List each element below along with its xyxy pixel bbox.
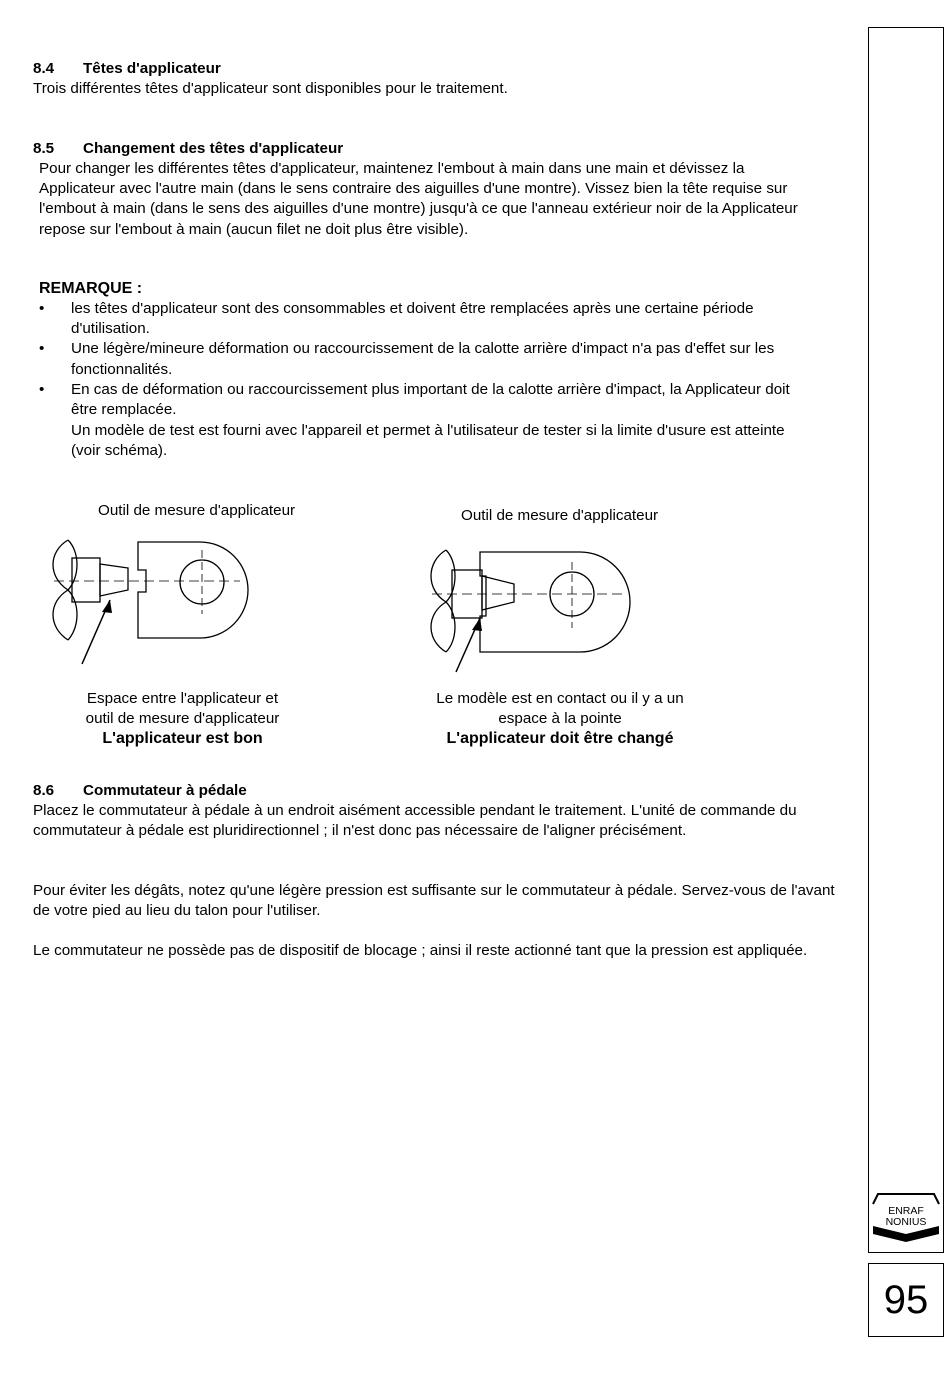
caption-line: Espace entre l'applicateur et bbox=[86, 690, 279, 707]
section-8-6-paragraph-2: Pour éviter les dégâts, notez qu'une légère pression est suffisante sur le commutateur à pédale. Servez-vous de l'avant de votre pied au lieu du talon pour l'utiliser. bbox=[33, 882, 835, 920]
remark-list bbox=[39, 299, 819, 420]
list-item: • En cas de déformation ou raccourcissement plus important de la calotte arrière d'impact, la Applicateur doit être remplacée. bbox=[39, 380, 819, 420]
list-item: • Une légère/mineure déformation ou raccourcissement de la calotte arrière d'impact n'a pas d'effet sur les fonctionnalités. bbox=[39, 339, 819, 379]
figure-right-title: Outil de mesure d'applicateur bbox=[461, 507, 659, 524]
section-number: 8.4 bbox=[33, 60, 55, 77]
section-8-5-heading bbox=[33, 139, 853, 159]
list-item: • les têtes d'applicateur sont des consommables et doivent être remplacées après une certaine période d'utilisation. bbox=[39, 299, 819, 339]
verdict-change: L'applicateur doit être changé bbox=[446, 730, 674, 748]
caption-line: Le modèle est en contact ou il y a un bbox=[436, 690, 684, 707]
figure-left-caption bbox=[40, 689, 325, 750]
section-8-6-paragraph-3: Le commutateur ne possède pas de dispositif de blocage ; ainsi il reste actionné tant que la pression est appliquée. bbox=[33, 942, 808, 959]
enraf-nonius-logo bbox=[870, 1190, 942, 1246]
figure-left-drawing bbox=[40, 522, 270, 672]
figure-left-title: Outil de mesure d'applicateur bbox=[98, 502, 296, 519]
figure-right-drawing bbox=[420, 530, 650, 680]
page-number: 95 bbox=[868, 1263, 944, 1337]
section-number: 8.6 bbox=[33, 782, 55, 799]
section-8-6-paragraph-1: Placez le commutateur à pédale à un endroit aisément accessible pendant le traitement. L'unité de commande du commutateur à pédale est pluridirectionnel ; il n'est donc pas nécessaire de l'aligner précisément. bbox=[33, 802, 797, 840]
section-title: Commutateur à pédale bbox=[83, 782, 247, 799]
remark-title: REMARQUE : bbox=[39, 280, 143, 297]
logo-text-2: NONIUS bbox=[885, 1216, 927, 1228]
remark-followup: Un modèle de test est fourni avec l'appareil et permet à l'utilisateur de tester si la limite d'usure est atteinte (voir schéma). bbox=[71, 422, 785, 460]
caption-line: outil de mesure d'applicateur bbox=[85, 710, 280, 728]
section-title: Têtes d'applicateur bbox=[83, 60, 221, 77]
figure-right-caption bbox=[400, 689, 720, 750]
section-title: Changement des têtes d'applicateur bbox=[83, 140, 344, 157]
side-margin-box bbox=[868, 27, 944, 1253]
section-number: 8.5 bbox=[33, 140, 55, 157]
section-8-4-heading bbox=[33, 59, 853, 79]
section-8-5-text: Pour changer les différentes têtes d'applicateur, maintenez l'embout à main dans une main et dévissez la Applicateur avec l'autre main (dans le sens contraire des aiguilles d'une montre). Vissez bien la tête requise sur l'embout à main (dans le sens des aiguilles d'une montre) jusqu'à ce que l'anneau extérieur noir de la Applicateur repose sur l'embout à main (aucun filet ne doit plus être visible). bbox=[39, 160, 798, 238]
caption-line: espace à la pointe bbox=[498, 710, 622, 728]
verdict-good: L'applicateur est bon bbox=[102, 730, 263, 748]
section-8-4-text: Trois différentes têtes d'applicateur sont disponibles pour le traitement. bbox=[33, 80, 508, 97]
logo-text-1: ENRAF bbox=[888, 1205, 924, 1217]
section-8-6-heading bbox=[33, 781, 853, 801]
